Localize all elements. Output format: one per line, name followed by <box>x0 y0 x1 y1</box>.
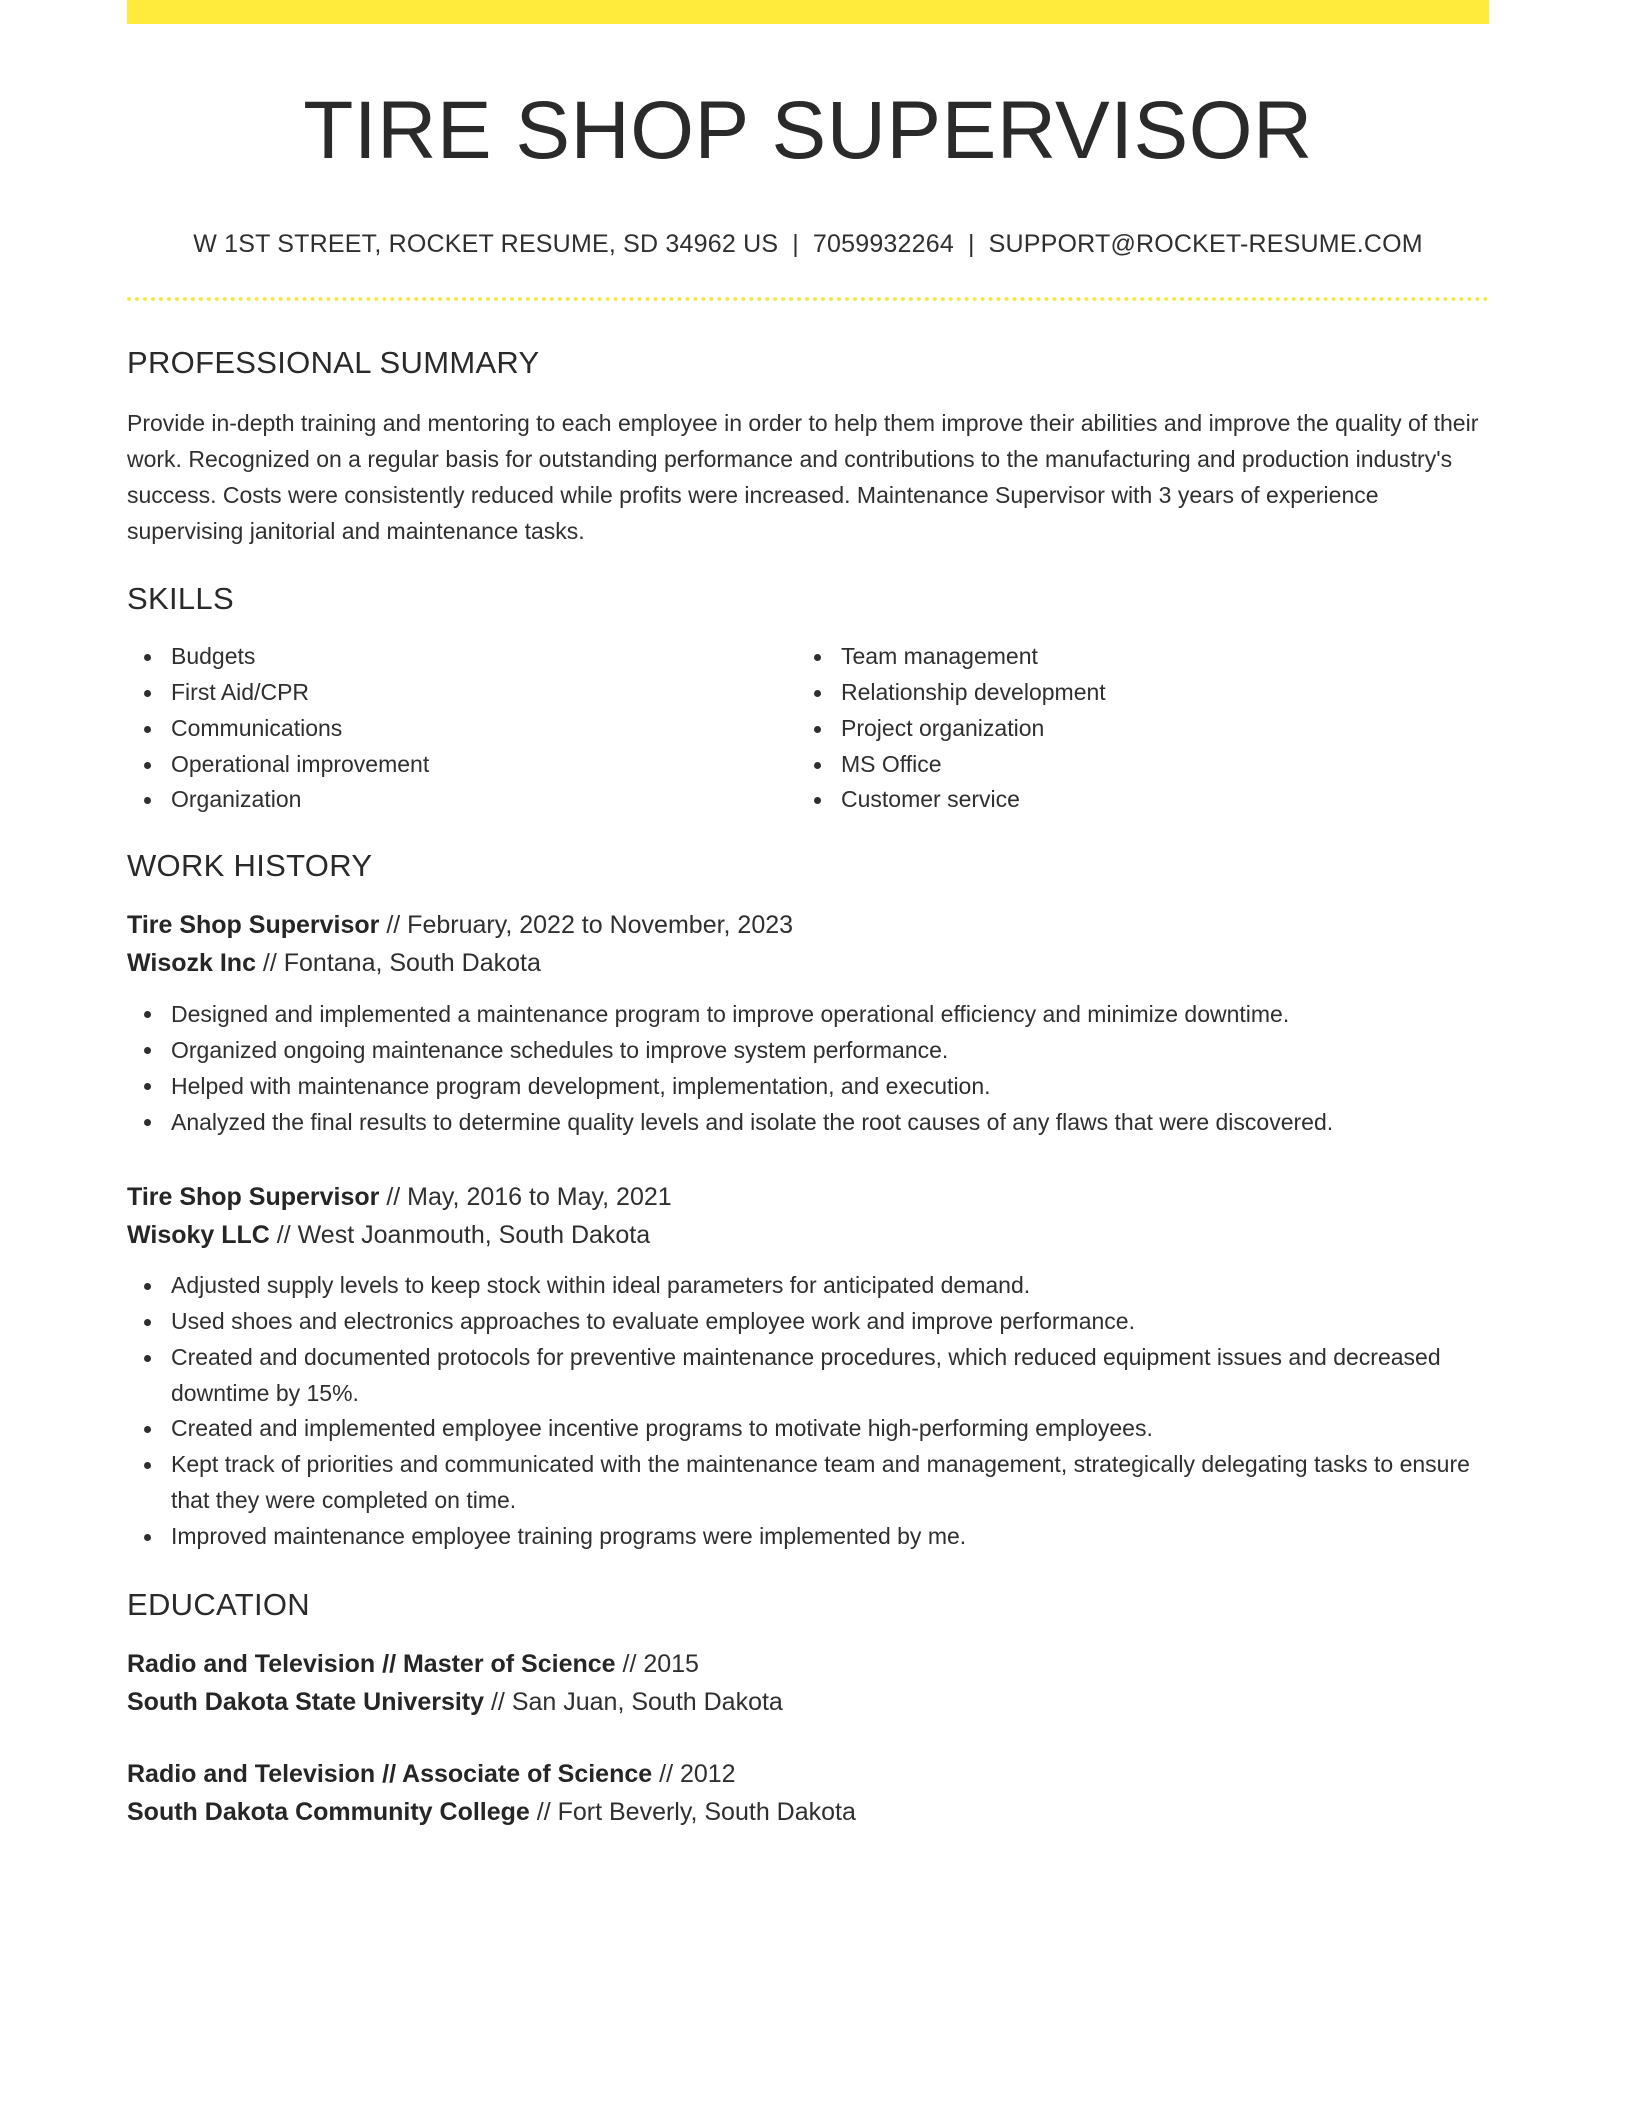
job-title-line <box>127 906 1489 944</box>
job-bullet: Improved maintenance employee training programs were implemented by me. <box>171 1519 1489 1555</box>
job-bullet: Helped with maintenance program development, implementation, and execution. <box>171 1068 1489 1104</box>
contact-email: SUPPORT@ROCKET-RESUME.COM <box>988 230 1423 259</box>
job-bullet: Created and implemented employee incentive programs to motivate high-performing employees. <box>171 1411 1489 1447</box>
education-school-line <box>127 1683 1489 1721</box>
job-company-line <box>127 1216 1489 1254</box>
education-entry <box>127 1645 1489 1721</box>
education-school: South Dakota State University <box>127 1687 485 1716</box>
skill-item: MS Office <box>841 747 1467 783</box>
skills-column-left <box>127 639 797 818</box>
skill-item: Team management <box>841 639 1467 675</box>
job-bullet: Adjusted supply levels to keep stock within ideal parameters for anticipated demand. <box>171 1268 1489 1304</box>
job-bullets <box>127 996 1489 1140</box>
skill-item: Communications <box>171 711 797 747</box>
education-entry <box>127 1755 1489 1831</box>
resume-page <box>127 0 1489 1831</box>
skill-item: Project organization <box>841 711 1467 747</box>
job-company: Wisoky LLC <box>127 1221 270 1250</box>
education-location: // San Juan, South Dakota <box>484 1687 783 1716</box>
contact-phone: 7059932264 <box>812 230 954 259</box>
job-title-line <box>127 1178 1489 1216</box>
skills-list <box>127 639 1489 818</box>
contact-line <box>127 230 1489 259</box>
skill-item: Operational improvement <box>171 747 797 783</box>
education-school: South Dakota Community College <box>127 1797 530 1826</box>
education-school-line <box>127 1793 1489 1831</box>
skills-column-right <box>797 639 1467 818</box>
job-bullet: Created and documented protocols for preventive maintenance procedures, which reduced equipment issues and decreased downtime by 15%. <box>171 1340 1489 1412</box>
job-entry <box>127 906 1489 1140</box>
job-dates: // May, 2016 to May, 2021 <box>379 1183 672 1212</box>
education-degree-line <box>127 1645 1489 1683</box>
job-dates: // February, 2022 to November, 2023 <box>379 911 794 940</box>
job-location: // West Joanmouth, South Dakota <box>269 1221 651 1250</box>
education-year: // 2015 <box>615 1649 699 1678</box>
job-bullets <box>127 1268 1489 1554</box>
summary-text: Provide in-depth training and mentoring to each employee in order to help them improve their abilities and improve the quality of their work. Recognized on a regular basis for outstanding performance and contributions to the manufacturing and production industry's success. Costs were consistently reduced while profits were increased. Maintenance Supervisor with 3 years of experience supervising janitorial and maintenance tasks. <box>127 410 1479 545</box>
job-bullet: Used shoes and electronics approaches to evaluate employee work and improve performance. <box>171 1304 1489 1340</box>
education-year: // 2012 <box>652 1759 736 1788</box>
skill-item: Relationship development <box>841 675 1467 711</box>
candidate-name: TIRE SHOP SUPERVISOR <box>303 85 1313 176</box>
job-bullet: Organized ongoing maintenance schedules to improve system performance. <box>171 1032 1489 1068</box>
accent-bar <box>127 0 1489 24</box>
education-degree: Radio and Television // Associate of Science <box>127 1759 653 1788</box>
job-position: Tire Shop Supervisor <box>127 1183 380 1212</box>
job-location: // Fontana, South Dakota <box>255 949 541 978</box>
education-location: // Fort Beverly, South Dakota <box>529 1797 856 1826</box>
job-bullet: Analyzed the final results to determine quality levels and isolate the root causes of any flaws that were discovered. <box>171 1104 1489 1140</box>
job-company-line <box>127 944 1489 982</box>
skill-item: Customer service <box>841 782 1467 818</box>
job-position: Tire Shop Supervisor <box>127 911 380 940</box>
job-company: Wisozk Inc <box>127 949 256 978</box>
job-bullet: Kept track of priorities and communicated with the maintenance team and management, strategically delegating tasks to ensure that they were completed on time. <box>171 1447 1489 1519</box>
contact-separator: | <box>967 230 975 259</box>
contact-address: W 1ST STREET, ROCKET RESUME, SD 34962 US <box>193 230 779 259</box>
job-bullet: Designed and implemented a maintenance program to improve operational efficiency and minimize downtime. <box>171 996 1489 1032</box>
work-history-heading: WORK HISTORY <box>127 848 373 884</box>
skill-item: Budgets <box>171 639 797 675</box>
summary-heading: PROFESSIONAL SUMMARY <box>127 345 540 381</box>
education-heading: EDUCATION <box>127 1586 310 1622</box>
job-entry <box>127 1178 1489 1554</box>
dotted-divider <box>127 297 1489 301</box>
skill-item: First Aid/CPR <box>171 675 797 711</box>
education-degree-line <box>127 1755 1489 1793</box>
skills-heading: SKILLS <box>127 581 234 617</box>
contact-separator: | <box>792 230 799 259</box>
education-degree: Radio and Television // Master of Science <box>127 1649 616 1678</box>
skill-item: Organization <box>171 782 797 818</box>
